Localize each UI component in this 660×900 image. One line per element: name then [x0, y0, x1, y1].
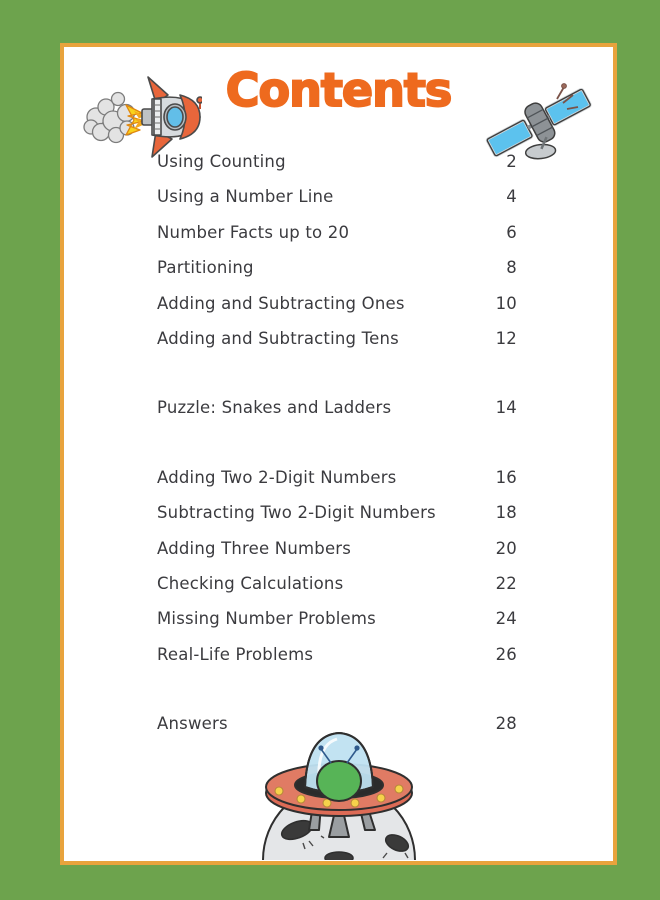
contents-entry-label: Partitioning — [157, 258, 254, 278]
contents-entry-label: Adding and Subtracting Tens — [157, 328, 399, 348]
page-title: Contents — [225, 63, 452, 117]
contents-entry-label: Missing Number Problems — [157, 609, 376, 629]
contents-list — [157, 152, 517, 749]
contents-entry[interactable] — [157, 329, 517, 364]
contents-entry-label: Puzzle: Snakes and Ladders — [157, 398, 392, 418]
page-sheet — [60, 43, 617, 865]
contents-entry-page-number: 4 — [506, 187, 517, 207]
contents-entry-label: Number Facts up to 20 — [157, 222, 350, 242]
contents-entry-label: Answers — [157, 714, 228, 734]
contents-entry-page-number: 24 — [495, 609, 517, 629]
contents-entry-page-number: 22 — [495, 573, 517, 593]
contents-entry-label: Using a Number Line — [157, 187, 334, 207]
contents-entry-page-number: 14 — [495, 398, 517, 418]
contents-entry[interactable] — [157, 187, 517, 222]
contents-entry-label: Adding Three Numbers — [157, 538, 352, 558]
page-header — [64, 47, 613, 167]
contents-entry[interactable] — [157, 294, 517, 329]
contents-entry[interactable] — [157, 503, 517, 538]
contents-entry-page-number: 12 — [495, 328, 517, 348]
contents-entry-page-number: 28 — [495, 714, 517, 734]
contents-entry-label: Adding and Subtracting Ones — [157, 293, 405, 313]
contents-entry-label: Subtracting Two 2-Digit Numbers — [157, 503, 436, 523]
contents-entry[interactable] — [157, 398, 517, 433]
contents-entry[interactable] — [157, 258, 517, 293]
contents-entry-label: Using Counting — [157, 152, 286, 171]
contents-entry-page-number: 10 — [495, 293, 517, 313]
contents-entry[interactable] — [157, 645, 517, 680]
contents-entry[interactable] — [157, 223, 517, 258]
contents-entry-page-number: 18 — [495, 503, 517, 523]
contents-entry[interactable] — [157, 152, 517, 187]
contents-entry-label: Checking Calculations — [157, 573, 344, 593]
contents-entry[interactable] — [157, 574, 517, 609]
contents-entry-page-number: 16 — [495, 467, 517, 487]
contents-entry-page-number: 8 — [506, 258, 517, 278]
contents-entry-page-number: 26 — [495, 644, 517, 664]
contents-entry[interactable] — [157, 468, 517, 503]
contents-entry-label: Adding Two 2-Digit Numbers — [157, 467, 397, 487]
contents-entry-label: Real-Life Problems — [157, 644, 314, 664]
contents-entry[interactable] — [157, 539, 517, 574]
contents-entry-page-number: 20 — [495, 538, 517, 558]
contents-entry-page-number: 2 — [506, 152, 517, 171]
contents-entry[interactable] — [157, 609, 517, 644]
ufo-on-moon-icon — [209, 725, 469, 865]
contents-entry-page-number: 6 — [506, 222, 517, 242]
